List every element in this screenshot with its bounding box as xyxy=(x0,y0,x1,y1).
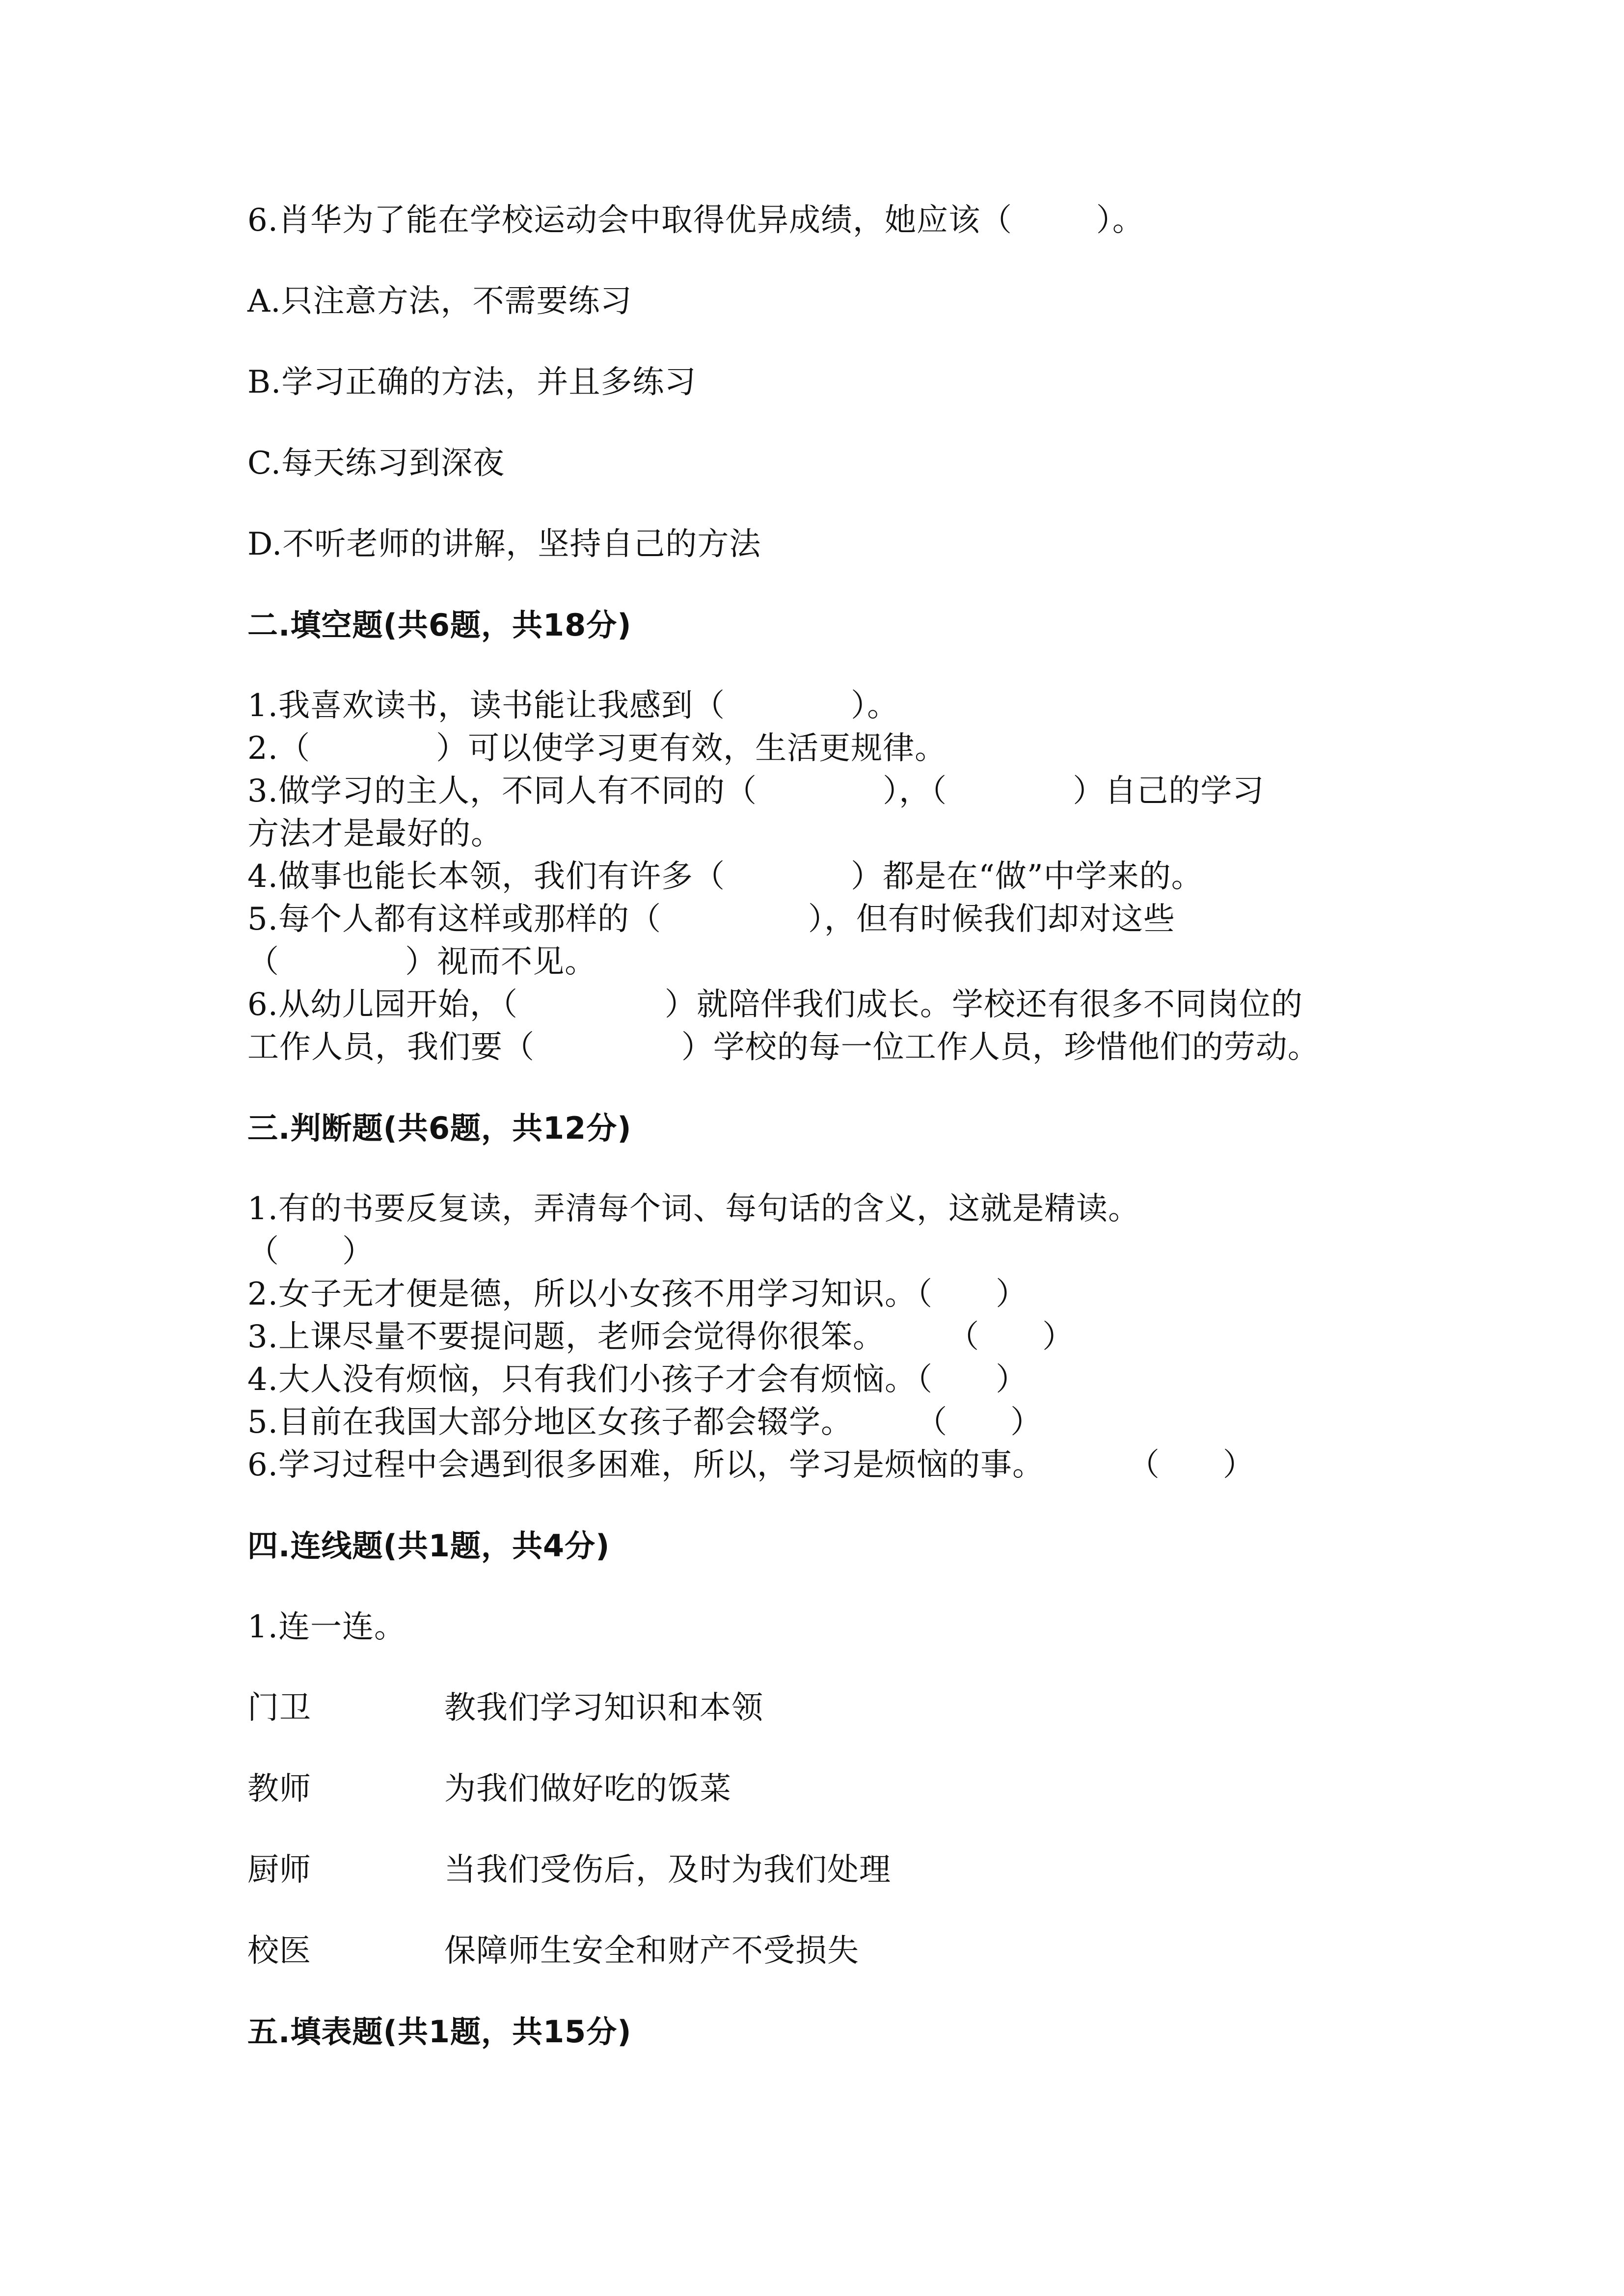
fill-blank-line: 工作人员，我们要（ ）学校的每一位工作人员，珍惜他们的劳动。 xyxy=(247,1029,1320,1066)
matching-right-item: 保障师生安全和财产不受损失 xyxy=(444,1933,859,1969)
section-heading-matching: 四.连线题(共1题，共4分) xyxy=(247,1528,610,1564)
true-false-line: 4.大人没有烦恼，只有我们小孩子才会有烦恼。（ ） xyxy=(247,1362,1028,1398)
section-heading-table-fill: 五.填表题(共1题，共15分) xyxy=(247,2014,632,2050)
fill-blank-line: 5.每个人都有这样或那样的（ ），但有时候我们却对这些 xyxy=(247,901,1175,937)
fill-blank-line: 1.我喜欢读书，读书能让我感到（ ）。 xyxy=(247,688,899,724)
fill-blank-line: 方法才是最好的。 xyxy=(247,816,503,852)
matching-right-item: 当我们受伤后，及时为我们处理 xyxy=(444,1852,891,1888)
option-b: B.学习正确的方法，并且多练习 xyxy=(247,364,697,400)
fill-blank-line: 6.从幼儿园开始，（ ）就陪伴我们成长。学校还有很多不同岗位的 xyxy=(247,987,1303,1023)
fill-blank-line: 4.做事也能长本领，我们有许多（ ）都是在“做”中学来的。 xyxy=(247,858,1203,895)
true-false-line: 3.上课尽量不要提问题，老师会觉得你很笨。 （ ） xyxy=(247,1319,1075,1355)
question-6: 6.肖华为了能在学校运动会中取得优异成绩，她应该（ ）。 xyxy=(247,202,1144,239)
matching-right-item: 教我们学习知识和本领 xyxy=(444,1690,763,1726)
option-a: A.只注意方法，不需要练习 xyxy=(247,283,632,320)
option-d: D.不听老师的讲解，坚持自己的方法 xyxy=(247,526,761,562)
section-heading-fill-blank: 二.填空题(共6题，共18分) xyxy=(247,607,632,643)
matching-left-item: 厨师 xyxy=(247,1852,311,1888)
option-c: C.每天练习到深夜 xyxy=(247,445,505,481)
true-false-line: （ ） xyxy=(247,1233,375,1270)
true-false-line: 6.学习过程中会遇到很多困难，所以，学习是烦恼的事。 （ ） xyxy=(247,1447,1255,1483)
true-false-line: 1.有的书要反复读，弄清每个词、每句话的含义，这就是精读。 xyxy=(247,1191,1140,1227)
matching-left-item: 教师 xyxy=(247,1771,311,1807)
matching-left-item: 门卫 xyxy=(247,1690,311,1726)
section-heading-true-false: 三.判断题(共6题，共12分) xyxy=(247,1110,632,1146)
matching-right-item: 为我们做好吃的饭菜 xyxy=(444,1771,731,1807)
true-false-line: 5.目前在我国大部分地区女孩子都会辍学。 （ ） xyxy=(247,1404,1043,1441)
fill-blank-line: 2.（ ）可以使学习更有效，生活更规律。 xyxy=(247,730,947,767)
true-false-line: 2.女子无才便是德，所以小女孩不用学习知识。（ ） xyxy=(247,1276,1028,1312)
fill-blank-line: 3.做学习的主人，不同人有不同的（ ），（ ）自己的学习 xyxy=(247,773,1265,809)
fill-blank-line: （ ）视而不见。 xyxy=(247,944,597,980)
matching-question: 1.连一连。 xyxy=(247,1609,406,1645)
matching-left-item: 校医 xyxy=(247,1933,311,1969)
